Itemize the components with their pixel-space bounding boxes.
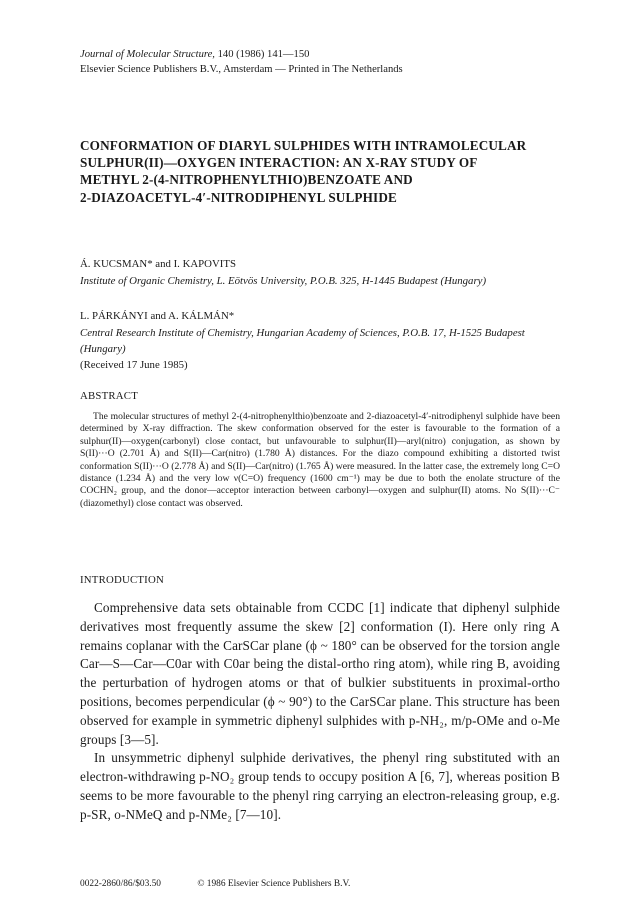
- title-line: METHYL 2-(4-NITROPHENYLTHIO)BENZOATE AND: [80, 172, 413, 188]
- title-line: SULPHUR(II)—OXYGEN INTERACTION: AN X-RAY STUDY OF: [80, 155, 478, 171]
- received-date: (Received 17 June 1985): [80, 359, 188, 371]
- journal-name: Journal of Molecular Structure,: [80, 49, 215, 60]
- intro-paragraph-2: In unsymmetric diphenyl sulphide derivatives, the phenyl ring substituted with an electron-withdrawing p-NO₂ group tends to occupy position A [6, 7], whereas position B seems to be more favourable to the phenyl ring carrying an electron-releasing group, e.g. p-SR, o-NMeQ and p-NMe₂ [7—10].: [80, 750, 560, 822]
- page-footer: [80, 879, 560, 889]
- title-line: CONFORMATION OF DIARYL SULPHIDES WITH INTRAMOLECULAR: [80, 138, 527, 153]
- authors-group-2: L. PÁRKÁNYI and A. KÁLMÁN*: [80, 310, 235, 322]
- abstract-heading: ABSTRACT: [80, 390, 138, 402]
- affiliation-2: Central Research Institute of Chemistry, Hungarian Academy of Sciences, P.O.B. 17, H-1525 Budapest (Hungary): [80, 327, 525, 355]
- paper-title: [80, 137, 560, 206]
- intro-paragraph-1: Comprehensive data sets obtainable from CCDC [1] indicate that diphenyl sulphide derivatives most frequently assume the skew [2] conformation (I). Here only ring A remains coplanar with the CarSCar plane (ϕ ~ 180° can be observed for the torsion angle Car—S—Car—C0ar with C0ar being the distal-ortho ring atom), while ring B, avoiding the perturbation of hydrogen atoms or that of bulkier substituents in proximal-ortho positions, becomes perpendicular (ϕ ~ 90°) to the CarSCar plane. This structure has been observed for example in symmetric diphenyl sulphides with p-NH₂, m/p-OMe and o-Me groups [3—5].: [80, 600, 560, 747]
- footer-copyright: © 1986 Elsevier Science Publishers B.V.: [197, 879, 351, 889]
- affiliation-1: Institute of Organic Chemistry, L. Eötvös University, P.O.B. 325, H-1445 Budapest (Hungary): [80, 275, 487, 287]
- journal-header: [80, 47, 560, 77]
- abstract-text: The molecular structures of methyl 2-(4-nitrophenylthio)benzoate and 2-diazoacetyl-4′-nitrodiphenyl sulphide have been determined by X-ray diffraction. The skew conformation observed for the ester is favourable to the formation of a sulphur(II)—oxygen(carbonyl) close contact, but unfavourable to sulphur(II)—aryl(nitro) conjugation, as shown by S(II)···O (2.701 Å) and S(II)—Car(nitro) (1.780 Å) distances. For the diazo compound exhibiting a distorted twist conformation S(II)···O (2.778 Å) and S(II)—Car(nitro) (1.765 Å) were measured. In the latter case, the extremely long C=O distance (1.234 Å) and the very low ν(C=O) frequency (1600 cm⁻¹) may be due to both the enolate structure of the COCHN₂ group, and the donor—acceptor interaction between carbonyl—oxygen and sulphur(II) atoms. No S(II)···C⁻ (diazomethyl) close contact was observed.: [80, 411, 560, 509]
- authors-group-1: Á. KUCSMAN* and I. KAPOVITS: [80, 258, 236, 270]
- title-line: 2-DIAZOACETYL-4′-NITRODIPHENYL SULPHIDE: [80, 189, 397, 205]
- abstract-body: [80, 411, 560, 510]
- introduction-body: [80, 599, 560, 825]
- footer-code: 0022-2860/86/$03.50: [80, 879, 161, 889]
- journal-citation-line: [80, 47, 560, 62]
- publisher-line: Elsevier Science Publishers B.V., Amsterdam — Printed in The Netherlands: [80, 64, 403, 75]
- introduction-heading: INTRODUCTION: [80, 574, 164, 586]
- journal-volume: 140 (1986) 141—150: [214, 49, 310, 60]
